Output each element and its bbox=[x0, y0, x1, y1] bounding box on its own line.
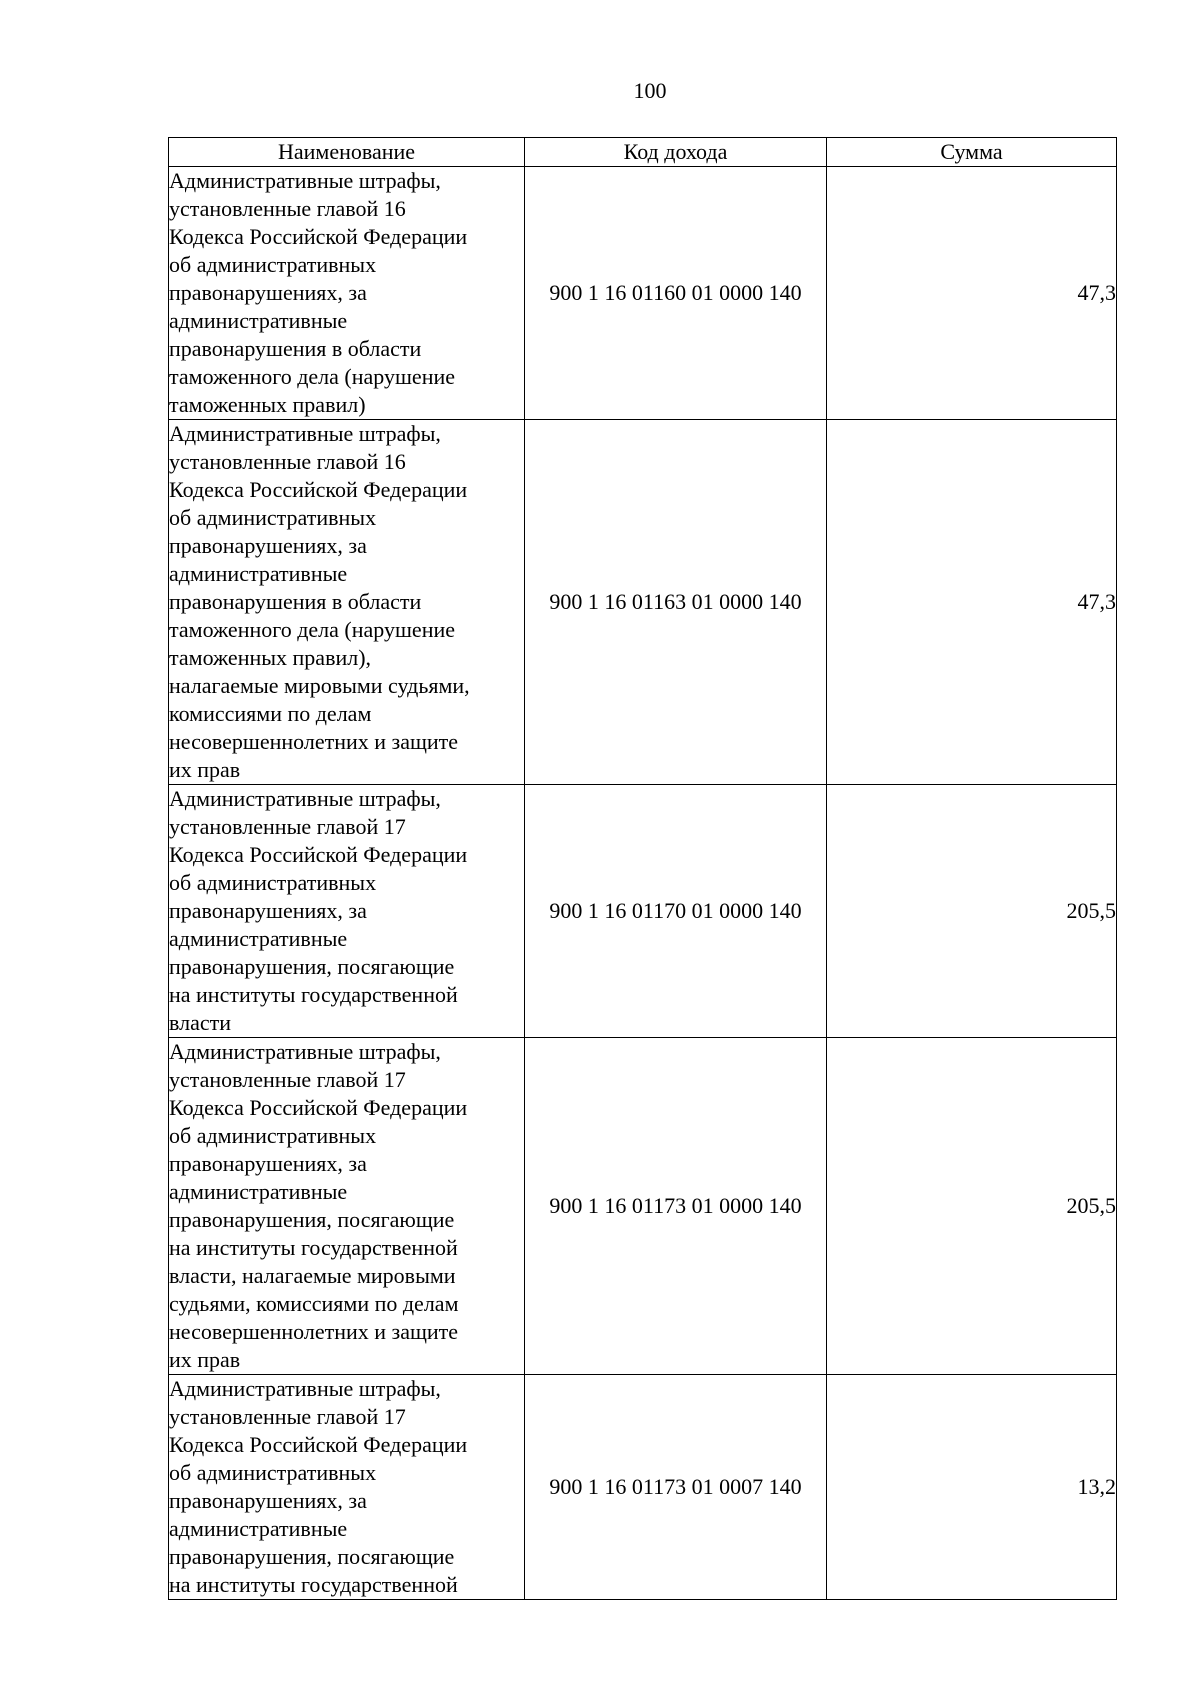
table-row bbox=[169, 167, 1117, 420]
header-code: Код дохода bbox=[525, 138, 827, 167]
row-code-cell: 900 1 16 01160 01 0000 140 bbox=[525, 167, 827, 420]
row-code-cell: 900 1 16 01173 01 0007 140 bbox=[525, 1375, 827, 1600]
row-sum-cell: 47,3 bbox=[827, 167, 1117, 420]
table-row bbox=[169, 1038, 1117, 1375]
row-sum-cell: 13,2 bbox=[827, 1375, 1117, 1600]
table-row bbox=[169, 785, 1117, 1038]
row-name-cell: Административные штрафы, установленные главой 17 Кодекса Российской Федерации об административных правонарушениях, за административные правонарушения, посягающие на институты государственной bbox=[169, 1375, 525, 1600]
row-sum-cell: 47,3 bbox=[827, 420, 1117, 785]
table-row bbox=[169, 420, 1117, 785]
revenue-table bbox=[168, 137, 1117, 1600]
row-code-cell: 900 1 16 01163 01 0000 140 bbox=[525, 420, 827, 785]
row-sum-cell: 205,5 bbox=[827, 1038, 1117, 1375]
row-code-cell: 900 1 16 01170 01 0000 140 bbox=[525, 785, 827, 1038]
row-name-cell: Административные штрафы, установленные главой 16 Кодекса Российской Федерации об административных правонарушениях, за административные правонарушения в области таможенного дела (нарушение таможенных правил) bbox=[169, 167, 525, 420]
row-name-cell: Административные штрафы, установленные главой 16 Кодекса Российской Федерации об административных правонарушениях, за административные правонарушения в области таможенного дела (нарушение таможенных правил), налагаемые мировыми судьями, комиссиями по делам несовершеннолетних и защите их прав bbox=[169, 420, 525, 785]
row-code-cell: 900 1 16 01173 01 0000 140 bbox=[525, 1038, 827, 1375]
header-sum: Сумма bbox=[827, 138, 1117, 167]
page-number: 100 bbox=[633, 78, 667, 103]
header-name: Наименование bbox=[169, 138, 525, 167]
table-row bbox=[169, 1375, 1117, 1600]
row-sum-cell: 205,5 bbox=[827, 785, 1117, 1038]
row-name-cell: Административные штрафы, установленные главой 17 Кодекса Российской Федерации об административных правонарушениях, за административные правонарушения, посягающие на институты государственной власти, налагаемые мировыми судьями, комиссиями по делам несовершеннолетних и защите их прав bbox=[169, 1038, 525, 1375]
table-header-row bbox=[169, 138, 1117, 167]
row-name-cell: Административные штрафы, установленные главой 17 Кодекса Российской Федерации об административных правонарушениях, за административные правонарушения, посягающие на институты государственной власти bbox=[169, 785, 525, 1038]
